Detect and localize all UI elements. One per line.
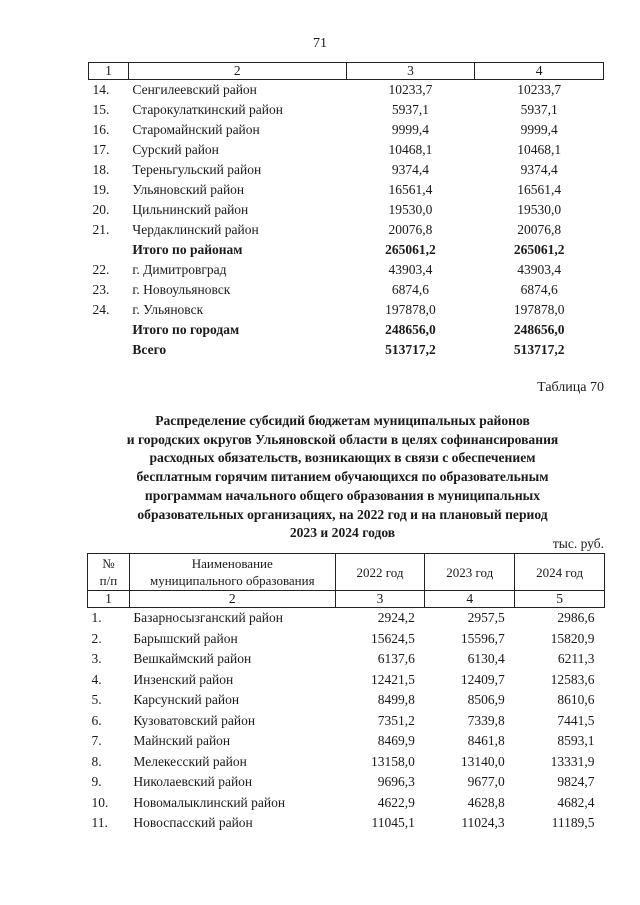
title-line: программам начального общего образования в муниципальных [144,487,541,503]
municipality-name: Итого по городам [132,322,240,337]
total-row [89,240,604,260]
row-number: 1. [91,610,102,626]
title-line: расходных обязательств, возникающих в связи с обеспечением [149,450,536,466]
unit-label: тыс. руб. [552,536,604,551]
value-cell: 20076,8 [517,222,562,237]
row-number: 20. [92,202,110,217]
table-column-headers [88,554,605,591]
index-cell: 1 [88,591,130,608]
row-number: 5. [91,692,102,708]
value-2024: 4682,4 [557,794,595,810]
value-2022: 2924,2 [377,610,415,626]
value-2023: 15596,7 [460,630,505,646]
value-cell: 10468,1 [388,142,433,157]
value-2023: 6130,4 [467,651,505,667]
row-number: 7. [91,733,102,749]
value-2022: 8469,9 [377,733,415,749]
value-cell: 197878,0 [513,302,565,317]
value-2024: 12583,6 [550,671,595,687]
value-cell: 9999,4 [520,122,558,137]
municipality-name: Кузоватовский район [133,712,256,728]
municipality-name: Вешкаймский район [133,651,252,667]
value-2022: 6137,6 [377,651,415,667]
municipality-name: Сурский район [132,142,219,157]
table-row [89,80,604,101]
table-header-row [89,63,604,80]
row-number [89,320,129,340]
value-2024: 9824,7 [557,774,595,790]
municipality-name: Тереньгульский район [132,162,262,177]
value-2023: 8461,8 [467,733,505,749]
municipality-name: Старокулаткинский район [132,102,283,117]
value-2023: 4628,8 [467,794,505,810]
value-cell: 6874,6 [391,282,430,297]
row-number: 19. [92,182,110,197]
subsidy-table-70 [87,553,605,834]
municipality-name: Чердаклинский район [132,222,259,237]
table-row [89,260,604,280]
row-number: 14. [92,82,110,97]
value-2024: 8593,1 [557,733,595,749]
row-number: 10. [91,794,109,810]
row-number: 8. [91,753,102,769]
municipality-name: Инзенский район [133,671,234,687]
value-2024: 15820,9 [550,630,595,646]
municipality-name: Базарносызганский район [133,610,283,626]
row-number [89,340,129,360]
row-number: 21. [92,222,110,237]
subsidy-table-continued [88,62,604,360]
value-cell: 9374,4 [391,162,430,177]
value-2022: 9696,3 [377,774,415,790]
value-2022: 8499,8 [377,692,415,708]
table-row [88,793,605,814]
header-cell: 1 [89,63,129,80]
header-cell: 4 [475,63,604,80]
table-row [89,300,604,320]
row-number: 16. [92,122,110,137]
table-row [89,200,604,220]
value-2023: 12409,7 [460,671,505,687]
row-number: 3. [91,651,102,667]
municipality-name: Барышский район [133,630,238,646]
value-cell: 265061,2 [385,242,436,257]
title-line: 2023 и 2024 годов [289,525,396,541]
index-cell: 2 [129,591,335,608]
table-row [88,608,605,629]
row-number: 24. [92,302,110,317]
value-2024: 8610,6 [557,692,595,708]
row-number: 15. [92,102,110,117]
header-2024: 2024 год [515,554,605,591]
table-row [89,140,604,160]
municipality-name: г. Ульяновск [132,302,204,317]
header-cell: 2 [128,63,346,80]
row-number: 2. [91,630,102,646]
municipality-name: Сенгилеевский район [132,82,257,97]
municipality-name: Цильнинский район [132,202,249,217]
title-line: бесплатным горячим питанием обучающихся по образовательным [136,469,549,485]
table-title [95,412,590,543]
index-cell: 5 [515,591,605,608]
value-cell: 5937,1 [391,102,430,117]
municipality-name: Всего [132,342,167,357]
value-cell: 19530,0 [517,202,562,217]
value-cell: 9999,4 [391,122,430,137]
value-cell: 43903,4 [388,262,433,277]
row-number [89,240,129,260]
row-number: 17. [92,142,110,157]
value-2024: 11189,5 [551,815,595,831]
municipality-name: Ульяновский район [132,182,245,197]
value-cell: 16561,4 [388,182,433,197]
row-number: 6. [91,712,102,728]
total-row [89,340,604,360]
value-2024: 2986,6 [557,610,595,626]
value-cell: 20076,8 [388,222,433,237]
value-2022: 11045,1 [371,815,415,831]
value-cell: 5937,1 [520,102,558,117]
value-cell: 9374,4 [520,162,558,177]
table-row [88,690,605,711]
row-number: 11. [91,815,108,831]
title-line: образовательных организациях, на 2022 год и на плановый период [137,506,548,522]
value-cell: 6874,6 [520,282,558,297]
value-cell: 16561,4 [517,182,562,197]
value-2022: 12421,5 [371,671,415,687]
page-number: 71 [313,36,327,51]
row-number: 22. [92,262,110,277]
table-row [89,100,604,120]
value-2023: 11024,3 [461,815,505,831]
municipality-name: Старомайнский район [132,122,260,137]
header-2022: 2022 год [335,554,425,591]
table-row [89,180,604,200]
value-2023: 9677,0 [467,774,505,790]
row-number: 18. [92,162,110,177]
municipality-name: г. Новоульяновск [132,282,231,297]
index-cell: 3 [335,591,425,608]
value-2022: 7351,2 [377,712,415,728]
value-2022: 4622,9 [377,794,415,810]
table-row [89,280,604,300]
municipality-name: Мелекесский район [133,753,247,769]
table-row [88,670,605,691]
value-cell: 248656,0 [385,322,436,337]
table-row [88,649,605,670]
value-2024: 6211,3 [557,651,595,667]
index-cell: 4 [425,591,515,608]
value-2024: 13331,9 [550,753,595,769]
header-cell: 3 [346,63,475,80]
table-row [89,120,604,140]
row-number: 4. [91,671,102,687]
municipality-name: Майнский район [133,733,231,749]
municipality-name: Николаевский район [133,774,253,790]
table-row [89,160,604,180]
value-cell: 513717,2 [385,342,436,357]
municipality-name: Новомалыклинский район [133,794,286,810]
table-row [88,772,605,793]
table-index-row [88,591,605,608]
value-2022: 15624,5 [371,630,415,646]
value-2023: 2957,5 [467,610,505,626]
value-2024: 7441,5 [557,712,595,728]
value-2023: 7339,8 [467,712,505,728]
table-caption: Таблица 70 [537,380,604,395]
value-cell: 513717,2 [513,342,565,357]
table-row [88,752,605,773]
value-cell: 197878,0 [385,302,436,317]
header-2023: 2023 год [425,554,515,591]
table-row [88,731,605,752]
header-num: № п/п [88,554,130,591]
header-name: Наименование муниципального образования [129,554,335,591]
municipality-name: г. Димитровград [132,262,227,277]
value-cell: 248656,0 [513,322,565,337]
table-row [88,629,605,650]
table-row [88,711,605,732]
municipality-name: Новоспасский район [133,815,253,831]
value-cell: 265061,2 [513,242,565,257]
row-number: 23. [92,282,110,297]
total-row [89,320,604,340]
row-number: 9. [91,774,102,790]
title-line: Распределение субсидий бюджетам муниципальных районов [155,413,530,428]
table-row [89,220,604,240]
table-row [88,813,605,834]
value-cell: 10233,7 [388,82,433,97]
value-2023: 13140,0 [460,753,505,769]
municipality-name: Итого по районам [132,242,243,257]
value-cell: 10468,1 [517,142,562,157]
value-cell: 10233,7 [517,82,562,97]
title-line: и городских округов Ульяновской области в целях софинансирования [126,431,559,447]
value-2023: 8506,9 [467,692,505,708]
municipality-name: Карсунский район [133,692,240,708]
value-cell: 19530,0 [388,202,433,217]
value-2022: 13158,0 [371,753,415,769]
value-cell: 43903,4 [517,262,562,277]
